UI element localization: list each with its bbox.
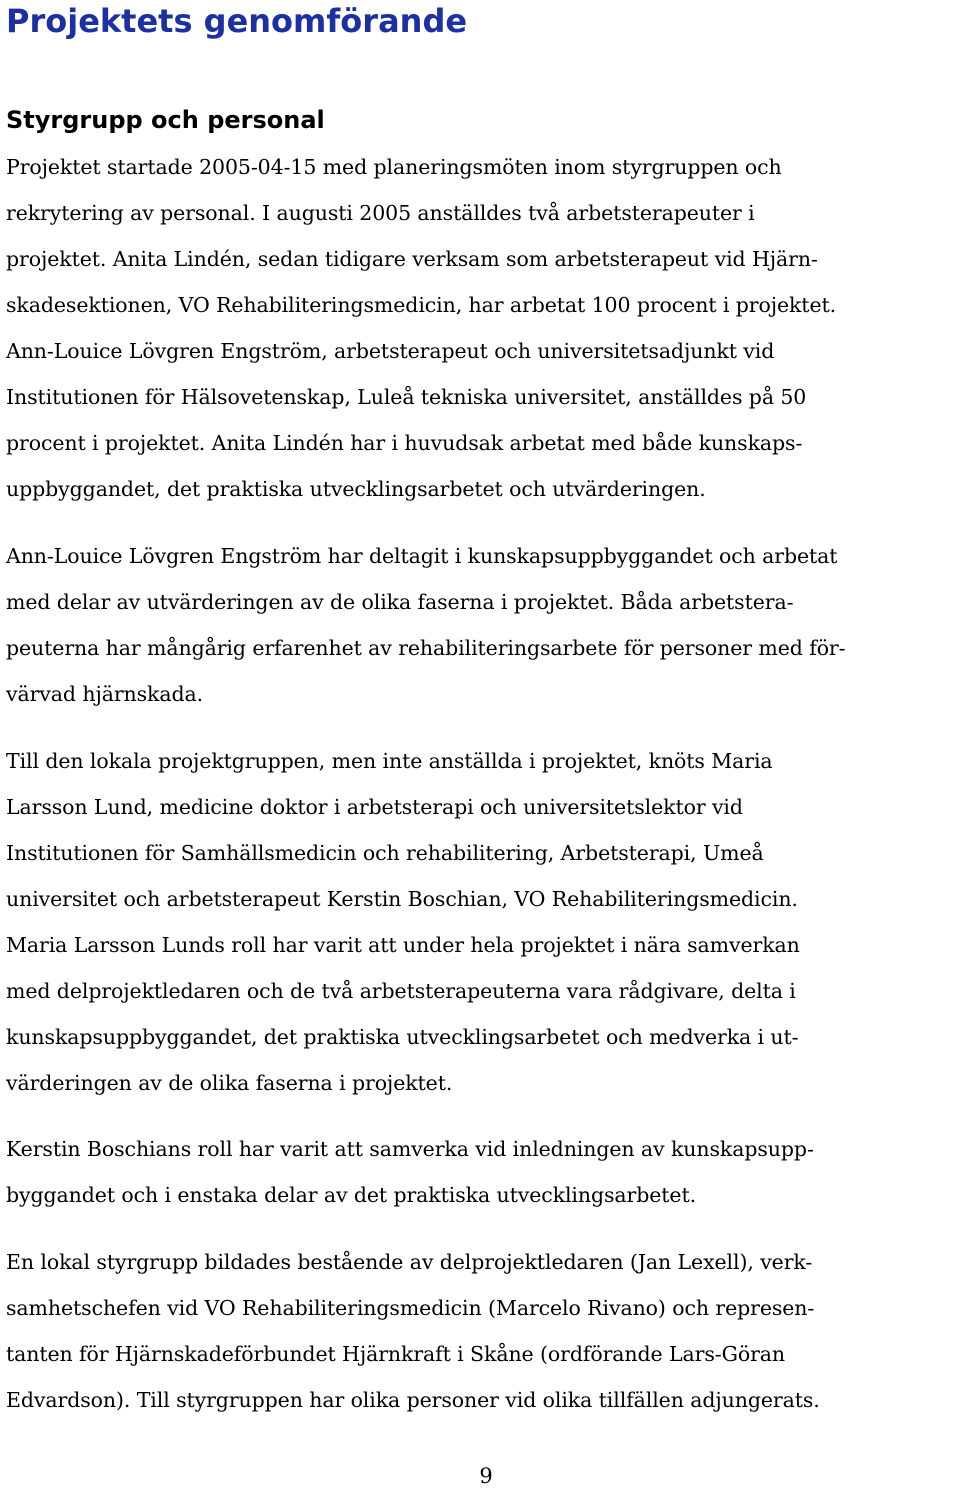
paragraph-line: projektet. Anita Lindén, sedan tidigare verksam som arbetsterapeut vid Hjärn- (6, 247, 818, 271)
paragraph-line: uppbyggandet, det praktiska utvecklingsarbetet och utvärderingen. (6, 477, 706, 501)
paragraph-3 (6, 738, 960, 1106)
paragraph-line: Projektet startade 2005-04-15 med planeringsmöten inom styrgruppen och (6, 155, 782, 179)
paragraph-line: Larsson Lund, medicine doktor i arbetsterapi och universitetslektor vid (6, 795, 743, 819)
paragraph-line: samhetschefen vid VO Rehabiliteringsmedicin (Marcelo Rivano) och represen- (6, 1296, 815, 1320)
paragraph-line: värderingen av de olika faserna i projektet. (6, 1071, 453, 1095)
paragraph-2 (6, 533, 960, 717)
paragraph-line: rekrytering av personal. I augusti 2005 anställdes två arbetsterapeuter i (6, 201, 755, 225)
paragraph-line: Institutionen för Hälsovetenskap, Luleå tekniska universitet, anställdes på 50 (6, 385, 807, 409)
paragraph-line: Ann-Louice Lövgren Engström har deltagit i kunskapsuppbyggandet och arbetat (6, 544, 838, 568)
section-subheading: Styrgrupp och personal (6, 106, 325, 134)
paragraph-line: Ann-Louice Lövgren Engström, arbetsterapeut och universitetsadjunkt vid (6, 339, 775, 363)
paragraph-4 (6, 1126, 960, 1218)
paragraph-line: peuterna har mångårig erfarenhet av rehabiliteringsarbete för personer med för- (6, 636, 846, 660)
page-number: 9 (479, 1464, 493, 1488)
paragraph-line: värvad hjärnskada. (6, 682, 204, 706)
paragraph-1 (6, 144, 960, 512)
paragraph-line: Kerstin Boschians roll har varit att samverka vid inledningen av kunskapsupp- (6, 1137, 814, 1161)
paragraph-line: Maria Larsson Lunds roll har varit att under hela projektet i nära samverkan (6, 933, 800, 957)
paragraph-line: med delar av utvärderingen av de olika faserna i projektet. Båda arbetstera- (6, 590, 794, 614)
paragraph-line: skadesektionen, VO Rehabiliteringsmedicin, har arbetat 100 procent i projektet. (6, 293, 837, 317)
paragraph-5 (6, 1239, 960, 1423)
paragraph-line: kunskapsuppbyggandet, det praktiska utvecklingsarbetet och medverka i ut- (6, 1025, 799, 1049)
paragraph-line: Edvardson). Till styrgruppen har olika personer vid olika tillfällen adjungerats. (6, 1388, 820, 1412)
page-heading: Projektets genomförande (6, 2, 468, 40)
paragraph-line: med delprojektledaren och de två arbetsterapeuterna vara rådgivare, delta i (6, 979, 796, 1003)
paragraph-line: En lokal styrgrupp bildades bestående av delprojektledaren (Jan Lexell), verk- (6, 1250, 813, 1274)
paragraph-line: procent i projektet. Anita Lindén har i huvudsak arbetat med både kunskaps- (6, 431, 803, 455)
paragraph-line: tanten för Hjärnskadeförbundet Hjärnkraft i Skåne (ordförande Lars-Göran (6, 1342, 786, 1366)
paragraph-line: byggandet och i enstaka delar av det praktiska utvecklingsarbetet. (6, 1183, 697, 1207)
paragraph-line: Till den lokala projektgruppen, men inte anställda i projektet, knöts Maria (6, 749, 773, 773)
paragraph-line: Institutionen för Samhällsmedicin och rehabilitering, Arbetsterapi, Umeå (6, 841, 764, 865)
paragraph-line: universitet och arbetsterapeut Kerstin Boschian, VO Rehabiliteringsmedicin. (6, 887, 798, 911)
